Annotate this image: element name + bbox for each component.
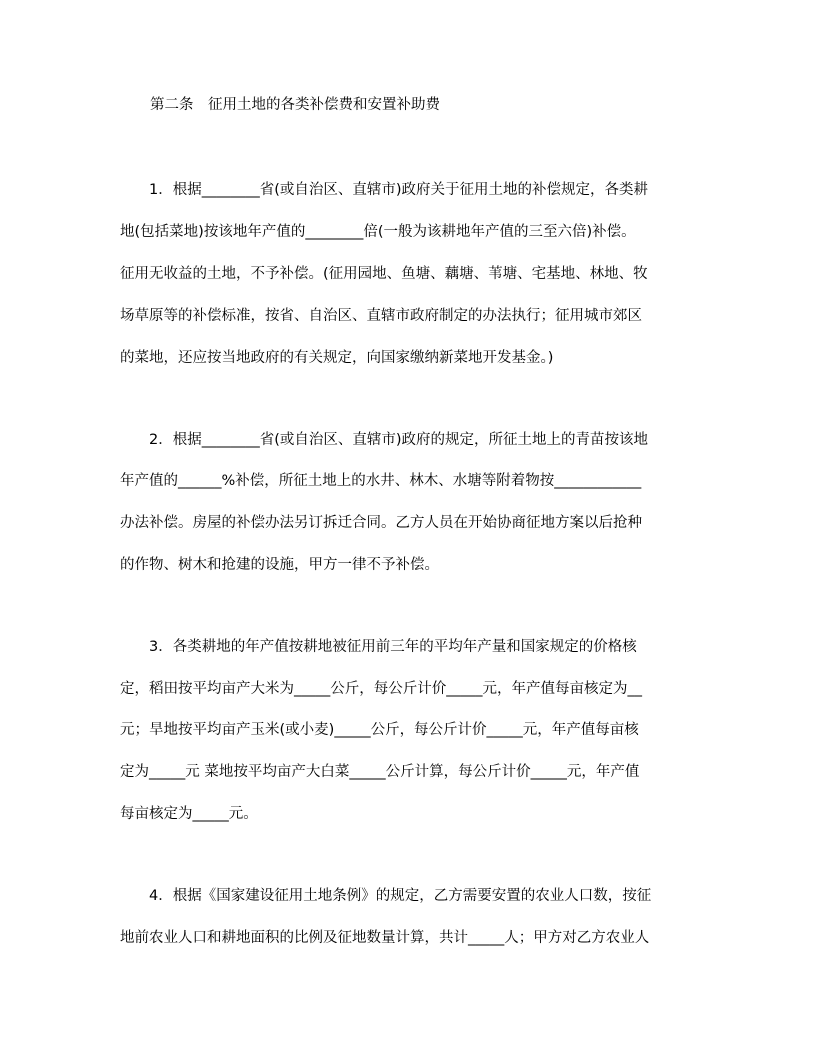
paragraph-2-line-4: 的作物、树木和抢建的设施，甲方一律不予补偿。 xyxy=(120,557,439,573)
paragraph-2-line-2: 年产值的______%补偿，所征土地上的水井、林木、水塘等附着物按____________ xyxy=(120,473,642,489)
article-heading: 第二条 征用土地的各类补偿费和安置补助费 xyxy=(150,97,440,113)
paragraph-4-line-2: 地前农业人口和耕地面积的比例及征地数量计算，共计_____人；甲方对乙方农业人 xyxy=(120,930,650,946)
paragraph-3-line-5: 每亩核定为_____元。 xyxy=(120,806,258,822)
paragraph-3-line-2: 定，稻田按平均亩产大米为_____公斤，每公斤计价_____元，年产值每亩核定为__ xyxy=(120,681,642,697)
paragraph-1-line-5: 的菜地，还应按当地政府的有关规定，向国家缴纳新菜地开发基金。) xyxy=(120,350,554,366)
paragraph-2-line-3: 办法补偿。房屋的补偿办法另订拆迁合同。乙方人员在开始协商征地方案以后抢种 xyxy=(120,515,642,531)
paragraph-3-line-3: 元；旱地按平均亩产玉米(或小麦)_____公斤，每公斤计价_____元，年产值每亩核 xyxy=(120,722,639,738)
paragraph-3-line-1: 3．各类耕地的年产值按耕地被征用前三年的平均年产量和国家规定的价格核 xyxy=(120,639,637,655)
paragraph-1-line-3: 征用无收益的土地，不予补偿。(征用园地、鱼塘、藕塘、苇塘、宅基地、林地、牧 xyxy=(120,266,648,282)
paragraph-4-line-1: 4．根据《国家建设征用土地条例》的规定，乙方需要安置的农业人口数，按征 xyxy=(120,888,652,904)
paragraph-1-line-1: 1．根据________省(或自治区、直辖市)政府关于征用土地的补偿规定，各类耕 xyxy=(120,182,649,198)
paragraph-1-line-2: 地(包括菜地)按该地年产值的________倍(一般为该耕地年产值的三至六倍)补偿。 xyxy=(120,224,636,240)
paragraph-1-line-4: 场草原等的补偿标准，按省、自治区、直辖市政府制定的办法执行；征用城市郊区 xyxy=(120,308,642,324)
paragraph-3-line-4: 定为_____元 菜地按平均亩产大白菜_____公斤计算，每公斤计价_____元，年产值 xyxy=(120,764,640,780)
paragraph-2-line-1: 2．根据________省(或自治区、直辖市)政府的规定，所征土地上的青苗按该地 xyxy=(120,432,649,448)
